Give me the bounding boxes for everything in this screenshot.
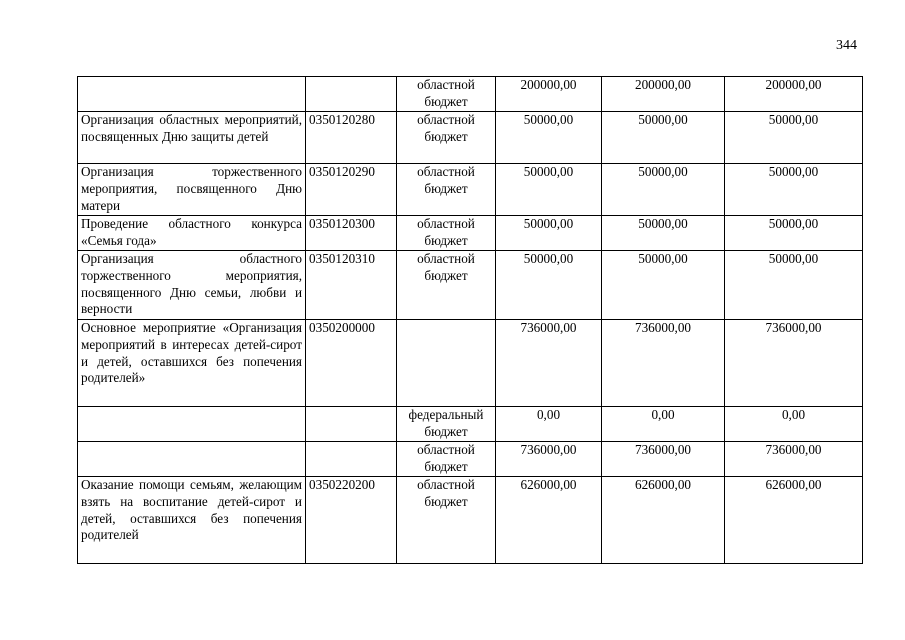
amount-year-2: 736000,00 — [602, 320, 725, 407]
amount-year-3: 736000,00 — [725, 442, 863, 477]
amount-year-1: 736000,00 — [496, 320, 602, 407]
amount-year-3: 50000,00 — [725, 112, 863, 164]
measure-description: Организация областных мероприятий, посвященных Дню защиты детей — [78, 112, 306, 164]
table-row — [78, 477, 863, 564]
amount-year-3: 200000,00 — [725, 77, 863, 112]
budget-code: 0350200000 — [306, 320, 397, 407]
table-row — [78, 320, 863, 407]
measure-description: Организация областного торжественного мероприятия, посвященного Дню семьи, любви и верности — [78, 251, 306, 320]
budget-table — [77, 76, 863, 564]
funding-source: областной бюджет — [397, 112, 496, 164]
budget-code: 0350220200 — [306, 477, 397, 564]
table-row — [78, 442, 863, 477]
amount-year-2: 0,00 — [602, 407, 725, 442]
amount-year-3: 736000,00 — [725, 320, 863, 407]
amount-year-3: 50000,00 — [725, 164, 863, 216]
amount-year-3: 50000,00 — [725, 216, 863, 251]
budget-code: 0350120280 — [306, 112, 397, 164]
budget-code — [306, 442, 397, 477]
table-row — [78, 112, 863, 164]
amount-year-2: 50000,00 — [602, 112, 725, 164]
amount-year-2: 50000,00 — [602, 164, 725, 216]
budget-code — [306, 77, 397, 112]
measure-description: Оказание помощи семьям, желающим взять на воспитание детей-сирот и детей, оставшихся без попечения родителей — [78, 477, 306, 564]
funding-source: федеральный бюджет — [397, 407, 496, 442]
amount-year-1: 626000,00 — [496, 477, 602, 564]
measure-description: Организация торжественного мероприятия, посвященного Дню матери — [78, 164, 306, 216]
table-row — [78, 407, 863, 442]
funding-source: областной бюджет — [397, 442, 496, 477]
amount-year-1: 736000,00 — [496, 442, 602, 477]
amount-year-2: 50000,00 — [602, 216, 725, 251]
amount-year-1: 50000,00 — [496, 251, 602, 320]
amount-year-1: 50000,00 — [496, 216, 602, 251]
funding-source: областной бюджет — [397, 164, 496, 216]
amount-year-3: 50000,00 — [725, 251, 863, 320]
measure-description: Проведение областного конкурса «Семья года» — [78, 216, 306, 251]
amount-year-3: 0,00 — [725, 407, 863, 442]
measure-description — [78, 77, 306, 112]
amount-year-2: 736000,00 — [602, 442, 725, 477]
amount-year-3: 626000,00 — [725, 477, 863, 564]
amount-year-2: 200000,00 — [602, 77, 725, 112]
amount-year-1: 50000,00 — [496, 112, 602, 164]
amount-year-2: 626000,00 — [602, 477, 725, 564]
table-row — [78, 251, 863, 320]
table-row — [78, 216, 863, 251]
measure-description — [78, 407, 306, 442]
amount-year-1: 0,00 — [496, 407, 602, 442]
budget-code — [306, 407, 397, 442]
amount-year-2: 50000,00 — [602, 251, 725, 320]
budget-code: 0350120290 — [306, 164, 397, 216]
funding-source: областной бюджет — [397, 251, 496, 320]
table-row — [78, 164, 863, 216]
page-number: 344 — [836, 38, 857, 53]
funding-source — [397, 320, 496, 407]
funding-source: областной бюджет — [397, 216, 496, 251]
measure-description: Основное мероприятие «Организация мероприятий в интересах детей-сирот и детей, оставшихся без попечения родителей» — [78, 320, 306, 407]
funding-source: областной бюджет — [397, 477, 496, 564]
budget-code: 0350120310 — [306, 251, 397, 320]
budget-code: 0350120300 — [306, 216, 397, 251]
amount-year-1: 50000,00 — [496, 164, 602, 216]
funding-source: областной бюджет — [397, 77, 496, 112]
measure-description — [78, 442, 306, 477]
table-row — [78, 77, 863, 112]
amount-year-1: 200000,00 — [496, 77, 602, 112]
